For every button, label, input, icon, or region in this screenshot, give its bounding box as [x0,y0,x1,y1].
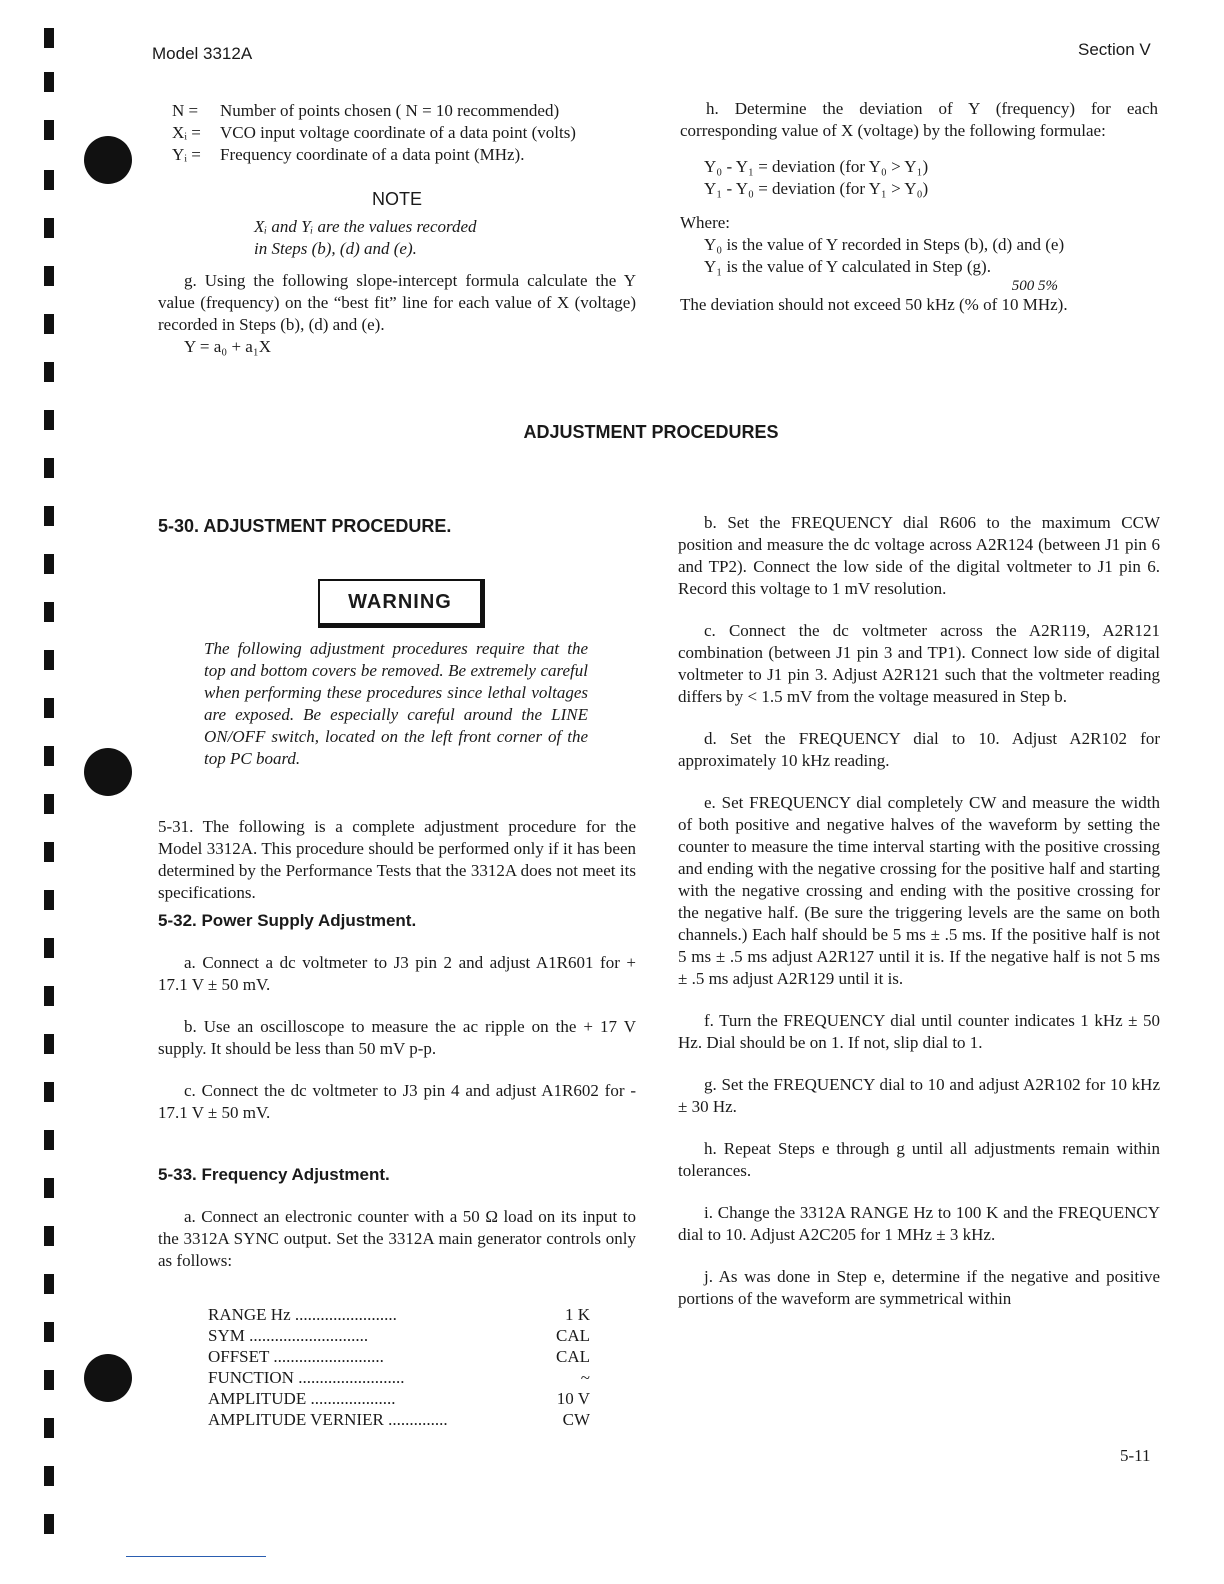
binder-mark [44,698,54,718]
where-label: Where: [680,213,731,232]
heading-5-32: 5-32. Power Supply Adjustment. [158,911,417,930]
binder-mark [44,72,54,92]
setting-row: SYM ............................ CAL [208,1326,590,1345]
frequency-step-b: b. Set the FREQUENCY dial R606 to the maximum CCW position and measure the dc voltage across A2R124 (between J1 pin 6 and TP2). Connect the low side of the digital voltmeter to J1 pin 6. Record this voltage to 1 mV resolution. [678,513,1160,598]
definition-yi: Yᵢ = Frequency coordinate of a data point (MHz). [172,145,525,164]
handwritten-correction: 500 5% [1011,278,1058,294]
binder-mark [44,1274,54,1294]
binder-mark [44,458,54,478]
binder-mark [44,314,54,334]
step-h-text: h. Determine the deviation of Y (frequency) for each corresponding value of X (voltage) by the following formulae: [680,99,1158,140]
where-line-2: Y₁ is the value of Y calculated in Step (g). [704,257,991,276]
setting-row: AMPLITUDE VERNIER .............. CW [208,1410,590,1429]
deviation-limit: The deviation should not exceed 50 kHz (% of 10 MHz). [680,295,1068,314]
binder-mark [44,1418,54,1438]
binder-mark [44,986,54,1006]
frequency-step-e: e. Set FREQUENCY dial completely CW and measure the width of both positive and negative halves of the waveform by setting the counter to measure the time interval starting with the positive crossing and ending with the negative crossing for the positive half and starting with the negative crossing and ending with the positive crossing for the negative half. (Be sure the triggering levels are the same on both channels.) Each half should be 5 ms ± .5 ms. If the positive half is not 5 ms ± .5 ms adjust A2R127 until it is. If the negative half is not 5 ms ± .5 ms adjust A2R129 until it is. [678,793,1160,988]
binder-mark [44,1322,54,1342]
power-step-b: b. Use an oscilloscope to measure the ac ripple on the + 17 V supply. It should be less than 50 mV p-p. [158,1017,636,1058]
binder-mark [44,938,54,958]
setting-row: FUNCTION ......................... ~ [208,1368,590,1387]
deviation-formula-2: Y₁ - Y₀ = deviation (for Y₁ > Y₀) [704,179,929,198]
step-g-text: g. Using the following slope-intercept formula calculate the Y value (frequency) on the “best fit” line for each value of X (voltage) recorded in Steps (b), (d) and (e). [158,271,636,334]
frequency-step-d: d. Set the FREQUENCY dial to 10. Adjust A2R102 for approximately 10 kHz reading. [678,729,1160,770]
right-column [678,512,1160,1310]
binder-mark [44,602,54,622]
binder-mark [44,842,54,862]
note-block [158,188,636,260]
binder-mark [44,1514,54,1534]
frequency-step-a: a. Connect an electronic counter with a 50 Ω load on its input to the 3312A SYNC output. Set the 3312A main generator controls only as follows: [158,1207,636,1270]
binder-mark [44,1466,54,1486]
binder-mark [44,890,54,910]
binder-mark [44,120,54,140]
binder-margin [44,0,84,1584]
frequency-step-g: g. Set the FREQUENCY dial to 10 and adjust A2R102 for 10 kHz ± 30 Hz. [678,1075,1160,1116]
binder-mark [44,218,54,238]
punch-hole [84,136,132,184]
binder-mark [44,1226,54,1246]
binder-mark [44,1178,54,1198]
left-column [158,816,636,1292]
step-h-block [680,98,1158,316]
frequency-step-c: c. Connect the dc voltmeter across the A2R119, A2R121 combination (between J1 pin 3 and TP1). Connect low side of digital voltmeter to J1 pin 3. Adjust A2R121 such that the voltmeter reading differs by < 1.5 mV from the voltage measured in Step b. [678,621,1160,706]
binder-mark [44,266,54,286]
binder-mark [44,506,54,526]
header-section: Section V [1078,40,1151,59]
binder-mark [44,170,54,190]
frequency-step-i: i. Change the 3312A RANGE Hz to 100 K and the FREQUENCY dial to 10. Adjust A2C205 for 1 MHz ± 3 kHz. [678,1203,1160,1244]
frequency-step-h: h. Repeat Steps e through g until all adjustments remain within tolerances. [678,1139,1160,1180]
binder-mark [44,28,54,48]
where-line-1: Y₀ is the value of Y recorded in Steps (b), (d) and (e) [704,235,1065,254]
note-line-2: in Steps (b), (d) and (e). [254,239,417,258]
frequency-step-f: f. Turn the FREQUENCY dial until counter indicates 1 kHz ± 50 Hz. Dial should be on 1. If not, slip dial to 1. [678,1011,1160,1052]
deviation-formula-1: Y₀ - Y₁ = deviation (for Y₀ > Y₁) [704,157,929,176]
setting-row: AMPLITUDE .................... 10 V [208,1389,590,1408]
binder-mark [44,794,54,814]
page-title: ADJUSTMENT PROCEDURES [523,422,779,442]
heading-5-33: 5-33. Frequency Adjustment. [158,1165,390,1184]
binder-mark [44,1370,54,1390]
binder-mark [44,1034,54,1054]
heading-5-30: 5-30. ADJUSTMENT PROCEDURE. [158,516,452,536]
paragraph-5-31: 5-31. The following is a complete adjustment procedure for the Model 3312A. This procedure should be performed only if it has been determined by the Performance Tests that the 3312A does not meet its specifications. [158,817,636,902]
formula: Y = a₀ + a₁X [184,337,272,356]
header-model: Model 3312A [152,44,253,63]
binder-mark [44,650,54,670]
warning-text: The following adjustment procedures require that the top and bottom covers be removed. Be extremely careful when performing these procedures since lethal voltages are exposed. Be especially careful around the LINE ON/OFF switch, located on the left front corner of the top PC board. [204,639,588,768]
setting-row: RANGE Hz ........................ 1 K [208,1305,590,1324]
note-line-1: Xᵢ and Yᵢ are the values recorded [254,217,477,236]
warning-box: WARNING [318,579,485,628]
punch-hole [84,1354,132,1402]
frequency-step-j: j. As was done in Step e, determine if the negative and positive portions of the waveform are symmetrical within [678,1267,1160,1308]
setting-row: OFFSET .......................... CAL [208,1347,590,1366]
binder-mark [44,1082,54,1102]
page-number: 5-11 [1120,1446,1151,1465]
settings-table [208,1304,590,1430]
definitions-block [172,100,642,166]
note-title: NOTE [371,189,422,209]
power-step-c: c. Connect the dc voltmeter to J3 pin 4 and adjust A1R602 for - 17.1 V ± 50 mV. [158,1081,636,1122]
footnote-rule [126,1556,266,1557]
binder-mark [44,362,54,382]
binder-mark [44,746,54,766]
binder-mark [44,1130,54,1150]
binder-mark [44,554,54,574]
step-g-block [158,270,636,358]
definition-n: N = Number of points chosen ( N = 10 recommended) [172,101,560,120]
power-step-a: a. Connect a dc voltmeter to J3 pin 2 and adjust A1R601 for + 17.1 V ± 50 mV. [158,953,636,994]
definition-xi: Xᵢ = VCO input voltage coordinate of a data point (volts) [172,123,576,142]
punch-hole [84,748,132,796]
